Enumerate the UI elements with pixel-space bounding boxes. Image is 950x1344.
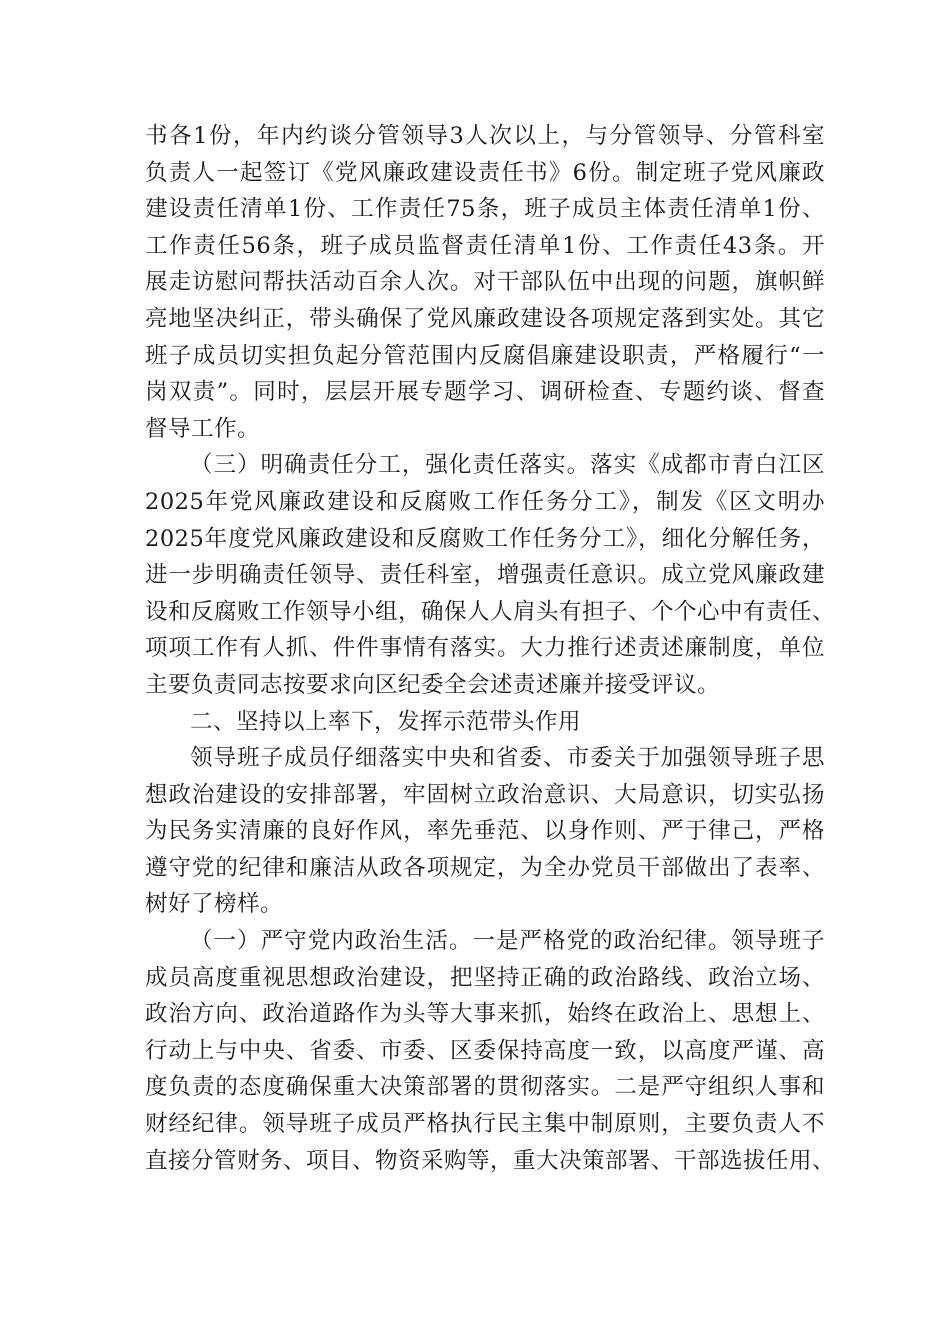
text-line: 政治方向、政治道路作为头等大事来抓，始终在政治上、思想上、 [145, 1001, 825, 1028]
section-heading-2: 二、坚持以上率下，发挥示范带头作用 [190, 708, 582, 735]
text-line: 度负责的态度确保重大决策部署的贯彻落实。二是严守组织人事和 [145, 1074, 825, 1101]
text-line: 设和反腐败工作领导小组，确保人人肩头有担子、个个心中有责任、 [145, 598, 836, 625]
text-line: 成员高度重视思想政治建设，把坚持正确的政治路线、政治立场、 [145, 964, 825, 991]
text-line: 直接分管财务、项目、物资采购等，重大决策部署、干部选拔任用、 [145, 1147, 836, 1174]
text-line: 想政治建设的安排部署，牢固树立政治意识、大局意识，切实弘扬 [145, 781, 825, 808]
text-line: 岗双责”。同时，层层开展专题学习、调研检查、专题约谈、督查 [145, 379, 825, 406]
text-line: 班子成员切实担负起分管范围内反腐倡廉建设职责，严格履行“一 [145, 342, 825, 369]
section-heading-1: （一）严守党内政治生活。一是严格党的政治纪律。领导班子 [190, 928, 825, 955]
text-line: 为民务实清廉的良好作风，率先垂范、以身作则、严于律己，严格 [145, 818, 825, 845]
text-line: 亮地坚决纠正，带头确保了党风廉政建设各项规定落到实处。其它 [145, 305, 825, 332]
text-line: 建设责任清单1份、工作责任75条，班子成员主体责任清单1份、 [145, 196, 825, 223]
text-line: 进一步明确责任领导、责任科室，增强责任意识。成立党风廉政建 [145, 562, 825, 589]
text-line: 2025年度党风廉政建设和反腐败工作任务分工》，细化分解任务， [145, 525, 825, 552]
paragraph-start: 领导班子成员仔细落实中央和省委、市委关于加强领导班子思 [190, 745, 825, 772]
text-line: 财经纪律。领导班子成员严格执行民主集中制原则，主要负责人不 [145, 1111, 825, 1138]
text-line: 遵守党的纪律和廉洁从政各项规定，为全办党员干部做出了表率、 [145, 854, 825, 881]
text-line: 工作责任56条，班子成员监督责任清单1份、工作责任43条。开 [145, 232, 825, 259]
text-line: 书各1份，年内约谈分管领导3人次以上，与分管领导、分管科室 [145, 123, 825, 149]
text-line: 展走访慰问帮扶活动百余人次。对干部队伍中出现的问题，旗帜鲜 [145, 269, 825, 296]
text-line: 树好了榜样。 [145, 891, 284, 918]
text-line: 负责人一起签订《党风廉政建设责任书》6份。制定班子党风廉政 [145, 159, 825, 186]
text-line: 督导工作。 [145, 415, 261, 442]
text-line: 主要负责同志按要求向区纪委全会述责述廉并接受评议。 [145, 671, 721, 698]
section-heading-3: （三）明确责任分工，强化责任落实。落实《成都市青白江区 [190, 452, 825, 479]
text-line: 项项工作有人抓、件件事情有落实。大力推行述责述廉制度，单位 [145, 635, 825, 662]
text-line: 行动上与中央、省委、市委、区委保持高度一致，以高度严谨、高 [145, 1037, 825, 1064]
text-line: 2025年党风廉政建设和反腐败工作任务分工》，制发《区文明办 [145, 488, 825, 515]
document-body [145, 118, 836, 1179]
